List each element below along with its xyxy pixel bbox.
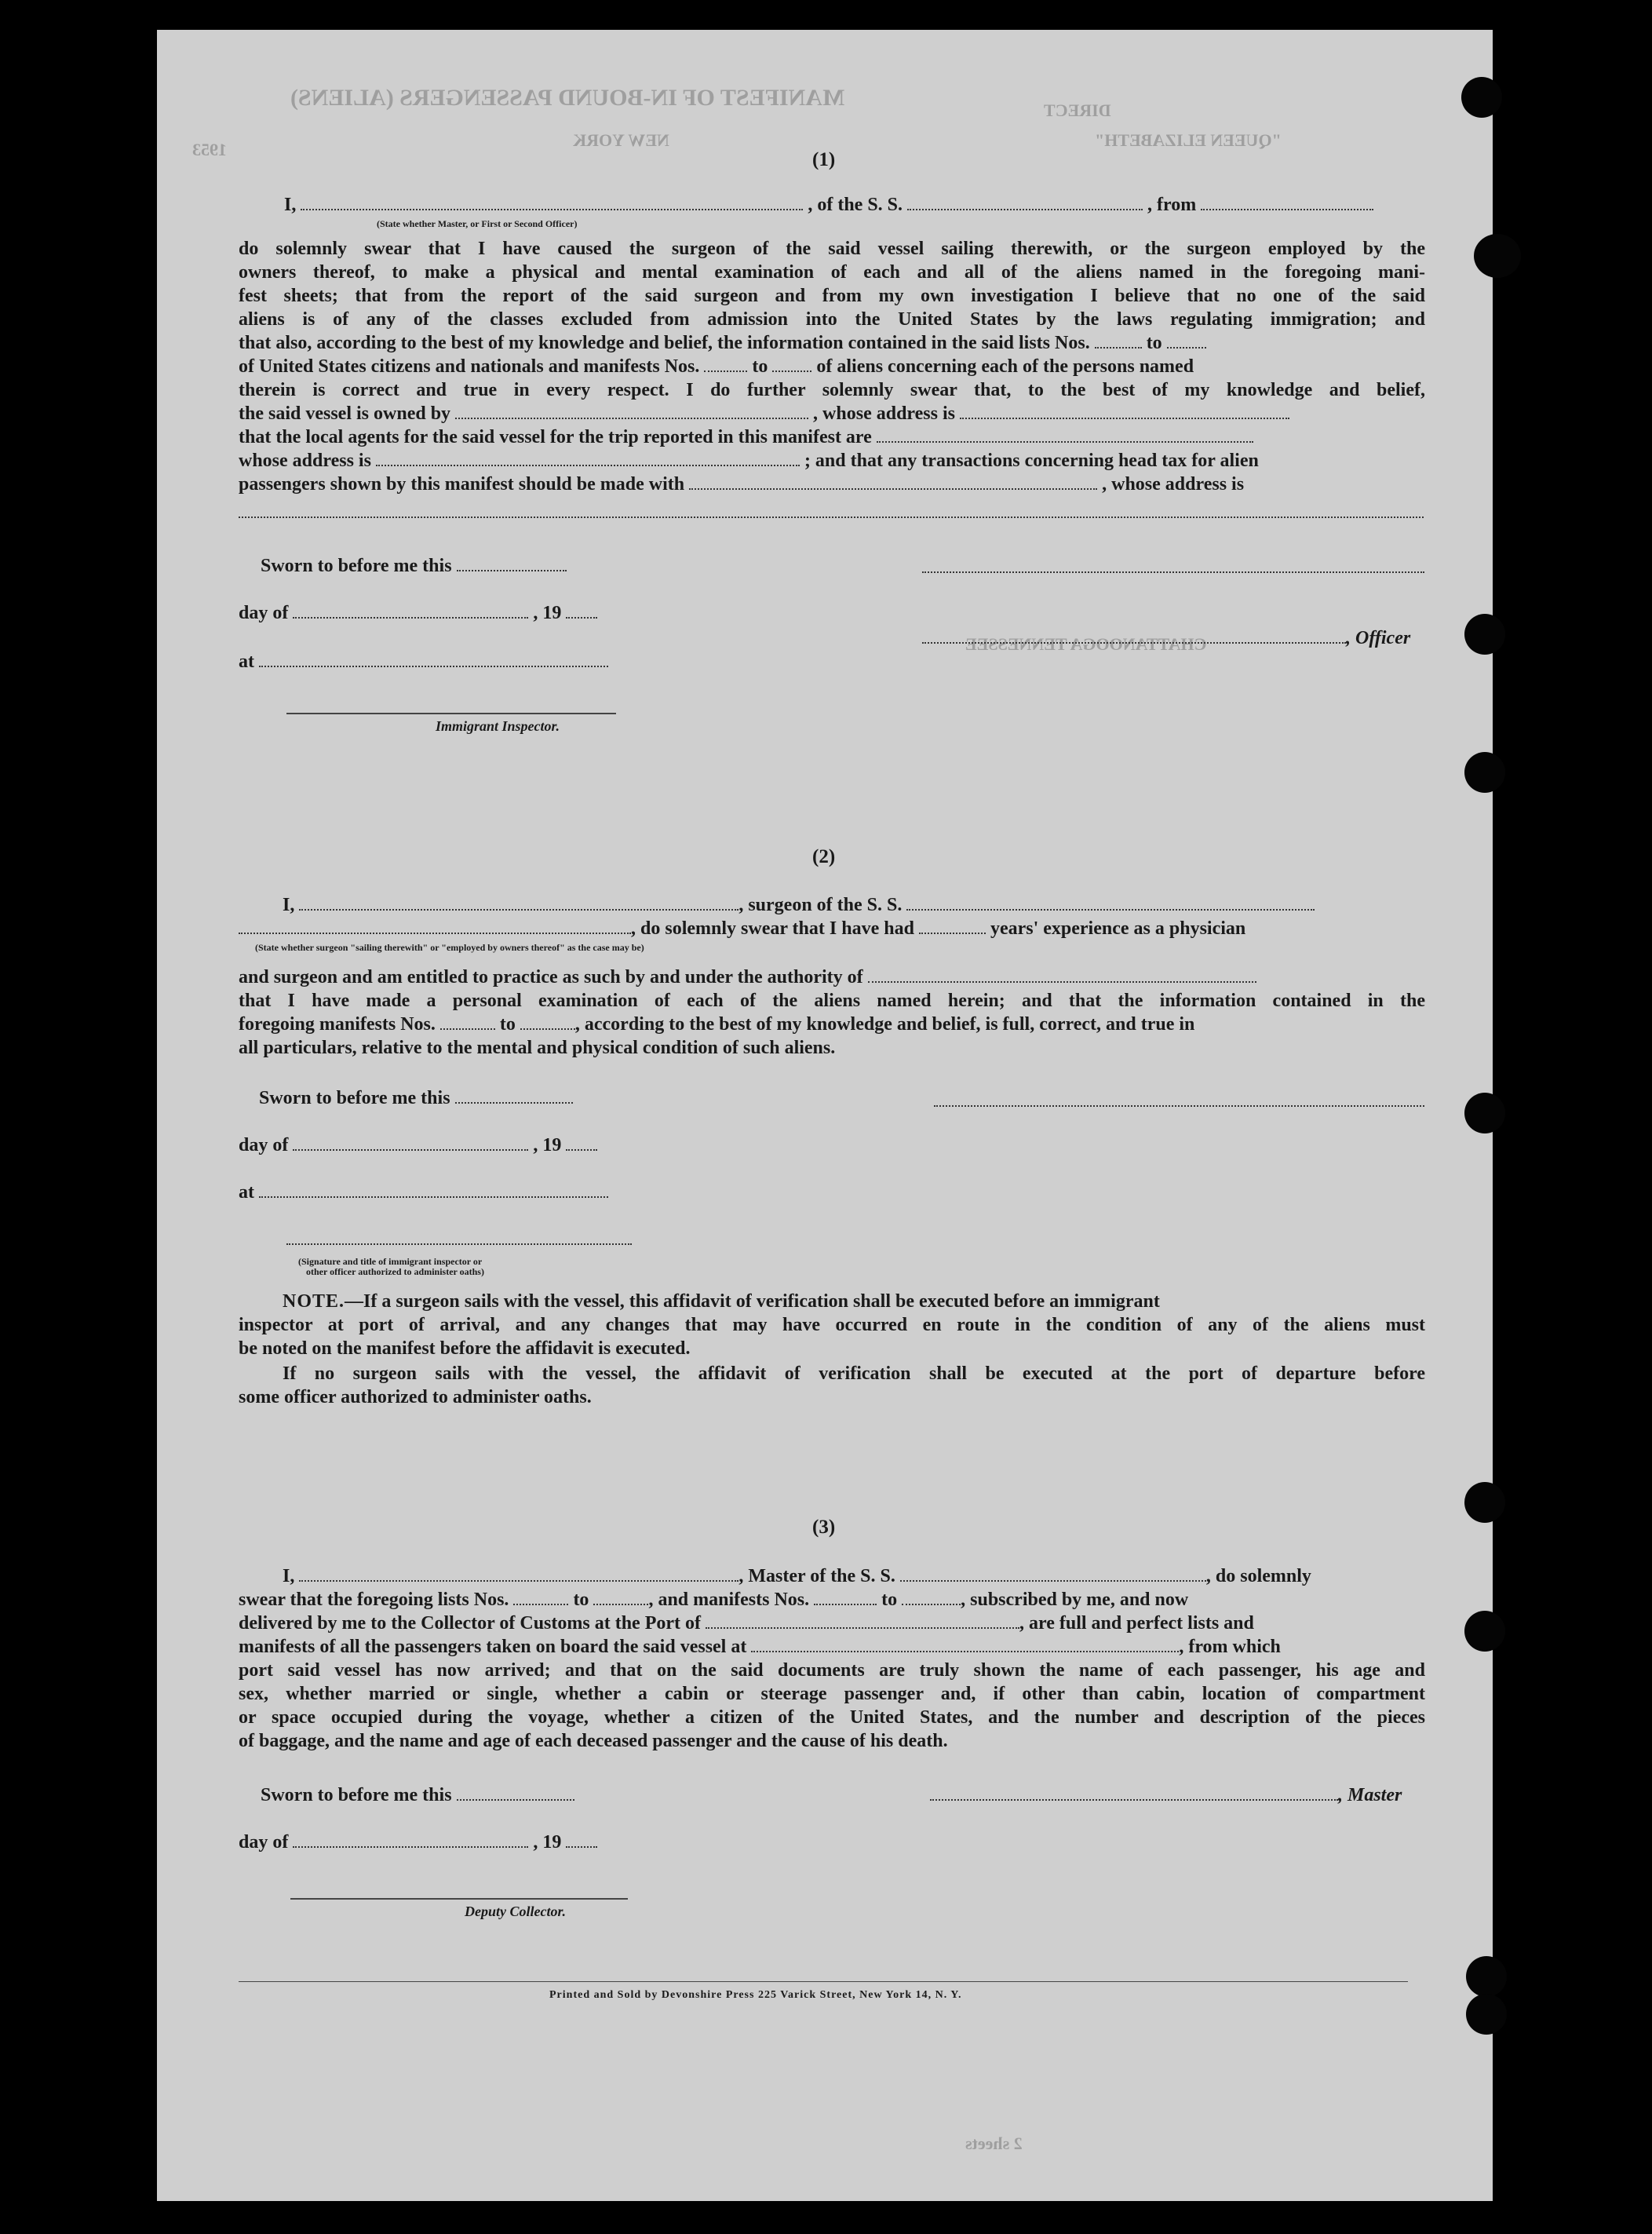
s2-surgeon-name-field[interactable] xyxy=(299,895,738,911)
s1-lists-from-field[interactable] xyxy=(1095,333,1142,349)
s3-day-field[interactable] xyxy=(293,1832,528,1848)
s3-l4a: manifests of all the passengers taken on board the said vessel at xyxy=(239,1637,747,1657)
s2-capacity-field[interactable] xyxy=(239,918,631,934)
s1-line-3: fest sheets; that from the report of the said surgeon and from my own investigation I believe that no one of the said xyxy=(239,286,1425,306)
s3-l2b: to xyxy=(573,1590,589,1610)
s3-line-4 xyxy=(239,1635,1281,1659)
s2-vessel-field[interactable] xyxy=(906,895,1315,911)
s1-day-field[interactable] xyxy=(293,603,528,619)
s3-day-of-text: day of xyxy=(239,1832,289,1853)
punch-hole-3 xyxy=(1464,614,1505,655)
s2-sworn-text: Sworn to before me this xyxy=(259,1088,450,1108)
s1-line-9-text: that the local agents for the said vessel for the trip reported in this manifest are xyxy=(239,427,872,447)
s2-line-2 xyxy=(239,917,1245,940)
s2-at-text: at xyxy=(239,1182,254,1203)
s2-day-field[interactable] xyxy=(293,1135,528,1151)
s3-sworn-field[interactable] xyxy=(457,1785,574,1801)
s1-first-line xyxy=(284,193,1336,217)
s1-officer-sig-line-1[interactable] xyxy=(922,571,1424,573)
s3-master-of: , Master of the S. S. xyxy=(738,1566,895,1586)
s3-i-label: I, xyxy=(283,1566,295,1586)
s3-master-name-field[interactable] xyxy=(299,1566,738,1582)
s3-manifests-to-field[interactable] xyxy=(902,1590,961,1605)
s3-l2a: swear that the foregoing lists Nos. xyxy=(239,1590,509,1610)
ghost-page: 2 sheets xyxy=(965,2134,1023,2153)
s3-deputy-line[interactable] xyxy=(290,1898,628,1900)
ghost-date: 1953 xyxy=(192,140,227,159)
s2-i-label: I, xyxy=(283,895,295,915)
s1-line-5 xyxy=(239,331,1206,355)
s2-sworn xyxy=(259,1086,573,1110)
s2-day-of xyxy=(239,1133,597,1157)
ghost-vessel: "QUEEN ELIZABETH" xyxy=(1095,130,1282,150)
s2-at xyxy=(239,1181,608,1204)
s1-at xyxy=(239,650,608,673)
s2-note-line-3: be noted on the manifest before the affidavit is executed. xyxy=(239,1338,691,1359)
s1-owner-address-field[interactable] xyxy=(960,403,1289,419)
s3-l2d: to xyxy=(881,1590,898,1610)
section-1-heading: (1) xyxy=(812,149,836,170)
s2-line-1 xyxy=(283,893,1315,917)
s3-sworn xyxy=(261,1783,574,1807)
s3-l3b: , are full and perfect lists and xyxy=(1019,1613,1254,1634)
s1-officer-field[interactable] xyxy=(922,628,1346,644)
s1-day-of-text: day of xyxy=(239,603,289,623)
s3-master-sig-field[interactable] xyxy=(930,1785,1338,1801)
s3-boarded-at-field[interactable] xyxy=(751,1637,1179,1652)
s2-inspector-sig-line[interactable] xyxy=(286,1243,632,1245)
punch-hole-8 xyxy=(1466,1956,1507,1997)
ghost-ports: NEW YORK xyxy=(573,130,669,150)
s2-line-5a: foregoing manifests Nos. xyxy=(239,1014,436,1035)
s2-at-field[interactable] xyxy=(259,1182,608,1198)
s1-line-6 xyxy=(239,355,1194,378)
s1-line-7: therein is correct and true in every respect. I do further solemnly swear that, to the best of my knowledge and belief, xyxy=(239,380,1425,400)
s1-whose-address: , whose address is xyxy=(813,403,955,424)
punch-hole-2 xyxy=(1474,234,1521,278)
punch-hole-4 xyxy=(1464,752,1505,793)
s1-from-field[interactable] xyxy=(1201,195,1373,210)
s1-officer-label: , Officer xyxy=(1346,628,1411,648)
s2-line-5b: to xyxy=(499,1014,516,1035)
s1-vessel-field[interactable] xyxy=(907,195,1143,210)
s1-day-of xyxy=(239,601,597,625)
s2-note2-line-2: some officer authorized to administer oaths. xyxy=(239,1387,592,1407)
s2-note-line-2: inspector at port of arrival, and any changes that may have occurred en route in the condition of any of the aliens must xyxy=(239,1315,1425,1335)
s2-years-field[interactable] xyxy=(919,918,986,934)
s3-line-1 xyxy=(283,1564,1311,1588)
s1-sworn-field[interactable] xyxy=(457,556,567,571)
s1-line-9 xyxy=(239,425,1253,449)
s2-surgeon-sig-line[interactable] xyxy=(934,1105,1424,1107)
s1-line-6-text: of United States citizens and nationals and manifests Nos. xyxy=(239,356,700,377)
s3-master-sig xyxy=(930,1783,1402,1807)
s1-at-text: at xyxy=(239,652,254,672)
s2-note-label: NOTE. xyxy=(283,1291,345,1312)
s3-line-5: port said vessel has now arrived; and that on the said documents are truly shown the name of each passenger, his age and xyxy=(239,1660,1425,1681)
punch-hole-6 xyxy=(1464,1482,1505,1523)
s2-line-5c: , according to the best of my knowledge and belief, is full, correct, and true in xyxy=(574,1014,1195,1035)
s1-of-ss: , of the S. S. xyxy=(808,195,903,215)
s2-line-6: all particulars, relative to the mental and physical condition of such aliens. xyxy=(239,1038,836,1058)
punch-hole-9 xyxy=(1466,1994,1507,2035)
s1-whose-address-2: , whose address is xyxy=(1102,474,1245,495)
s1-i-label: I, xyxy=(284,195,297,215)
s1-line-11-text: passengers shown by this manifest should be made with xyxy=(239,474,685,495)
s3-l3a: delivered by me to the Collector of Customs at the Port of xyxy=(239,1613,701,1634)
s3-manifests-from-field[interactable] xyxy=(814,1590,877,1605)
s1-head-tax: ; and that any transactions concerning head tax for alien xyxy=(804,451,1259,471)
s2-note-line-1-text: —If a surgeon sails with the vessel, this affidavit of verification shall be executed before an immigrant xyxy=(345,1291,1160,1312)
ghost-header: MANIFEST OF IN-BOUND PASSENGERS (ALIENS) xyxy=(290,85,845,111)
s3-line-7: or space occupied during the voyage, whether a citizen of the United States, and the number and description of the pieces xyxy=(239,1707,1425,1728)
printer-imprint: Printed and Sold by Devonshire Press 225 Varick Street, New York 14, N. Y. xyxy=(549,1989,962,2001)
s1-line-5-text: that also, according to the best of my knowledge and belief, the information contained in the said lists Nos. xyxy=(239,333,1090,353)
s1-nineteen: , 19 xyxy=(533,603,562,623)
punch-hole-1 xyxy=(1461,77,1502,118)
s3-l4b: , from which xyxy=(1179,1637,1281,1657)
s3-l2c: , and manifests Nos. xyxy=(648,1590,810,1610)
s1-line-10 xyxy=(239,449,1259,473)
s2-line-5 xyxy=(239,1013,1194,1036)
s2-sig-note-2: other officer authorized to administer oaths) xyxy=(306,1266,484,1277)
s1-manifests-to-field[interactable] xyxy=(772,356,811,372)
s2-sig-note-1: (Signature and title of immigrant inspector or xyxy=(298,1256,483,1267)
s1-inspector-label: Immigrant Inspector. xyxy=(436,718,560,734)
s1-concerning: of aliens concerning each of the persons named xyxy=(816,356,1194,377)
s3-day-of xyxy=(239,1831,597,1854)
s3-l2e: , subscribed by me, and now xyxy=(961,1590,1189,1610)
s1-line-8 xyxy=(239,402,1289,425)
s3-nineteen: , 19 xyxy=(533,1832,562,1853)
s2-surgeon-of: , surgeon of the S. S. xyxy=(738,895,903,915)
s1-line-10-text: whose address is xyxy=(239,451,371,471)
s1-manifests-from-field[interactable] xyxy=(704,356,747,372)
s2-authority-field[interactable] xyxy=(868,967,1256,983)
s1-rank-field[interactable] xyxy=(301,195,803,210)
s1-agents-address-field[interactable] xyxy=(376,451,800,466)
s1-officer-line xyxy=(922,626,1410,650)
s2-line-4: that I have made a personal examination of each of the aliens named herein; and that the information contained in the xyxy=(239,991,1425,1011)
s2-manifests-from-field[interactable] xyxy=(440,1014,495,1030)
s2-sworn-field[interactable] xyxy=(455,1088,573,1104)
punch-hole-5 xyxy=(1464,1093,1505,1133)
s1-year-field[interactable] xyxy=(566,603,597,619)
s2-note2-line-1: If no surgeon sails with the vessel, the affidavit of verification shall be executed at the port of departure before xyxy=(283,1363,1425,1384)
s3-port-field[interactable] xyxy=(706,1613,1019,1629)
punch-hole-7 xyxy=(1464,1611,1505,1652)
s1-state-note: (State whether Master, or First or Second Officer) xyxy=(377,218,578,229)
s1-to-2: to xyxy=(752,356,768,377)
s2-nineteen: , 19 xyxy=(533,1135,562,1155)
s1-line-11 xyxy=(239,473,1244,496)
s1-sworn xyxy=(261,554,567,578)
ghost-stamp: DIRECT xyxy=(1044,100,1111,120)
s1-inspector-line[interactable] xyxy=(286,713,616,714)
s3-year-field[interactable] xyxy=(566,1832,597,1848)
s2-year-field[interactable] xyxy=(566,1135,597,1151)
s1-at-field[interactable] xyxy=(259,652,608,667)
s2-manifests-to-field[interactable] xyxy=(520,1014,575,1030)
s1-line-1: do solemnly swear that I have caused the surgeon of the said vessel sailing therewith, or the surgeon employed by the xyxy=(239,239,1425,259)
s1-line-8-text: the said vessel is owned by xyxy=(239,403,451,424)
s3-master-label: , Master xyxy=(1338,1785,1402,1805)
s2-day-of-text: day of xyxy=(239,1135,289,1155)
s2-line-3-text: and surgeon and am entitled to practice as such by and under the authority of xyxy=(239,967,863,987)
s3-lists-from-field[interactable] xyxy=(513,1590,568,1605)
s2-years: years' experience as a physician xyxy=(990,918,1246,939)
s2-do-swear: , do solemnly swear that I have had xyxy=(631,918,914,939)
s3-sworn-text: Sworn to before me this xyxy=(261,1785,452,1805)
s1-continuation-line[interactable] xyxy=(239,517,1424,518)
footer-rule xyxy=(239,1981,1408,1982)
s2-line-3 xyxy=(239,966,1256,989)
s3-line-2 xyxy=(239,1588,1188,1612)
s3-lists-to-field[interactable] xyxy=(593,1590,648,1605)
ghost-names: CHATTANOOGA TENNESSEE xyxy=(965,634,1207,654)
s1-sworn-text: Sworn to before me this xyxy=(261,556,452,576)
s3-line-8: of baggage, and the name and age of each deceased passenger and the cause of his death. xyxy=(239,1731,948,1751)
section-2-heading: (2) xyxy=(812,846,836,867)
s2-state-note: (State whether surgeon "sailing therewith" or "employed by owners thereof" as the case may be) xyxy=(255,942,644,953)
manifest-sheet xyxy=(157,30,1493,2201)
s3-vessel-field[interactable] xyxy=(900,1566,1206,1582)
s1-agents-field[interactable] xyxy=(877,427,1253,443)
s1-from: , from xyxy=(1147,195,1197,215)
section-3-heading: (3) xyxy=(812,1517,836,1538)
s1-line-2: owners thereof, to make a physical and mental examination of each and all of the aliens named in the foregoing mani- xyxy=(239,262,1425,283)
s1-line-4: aliens is of any of the classes excluded from admission into the United States by the laws regulating immigration; and xyxy=(239,309,1425,330)
s1-head-tax-field[interactable] xyxy=(689,474,1097,490)
s3-line-3 xyxy=(239,1612,1254,1635)
s2-note-line-1 xyxy=(283,1290,1425,1313)
s1-lists-to-field[interactable] xyxy=(1167,333,1206,349)
s3-do-solemnly: , do solemnly xyxy=(1205,1566,1311,1586)
s3-deputy-label: Deputy Collector. xyxy=(465,1904,566,1919)
s1-to-1: to xyxy=(1146,333,1162,353)
s3-line-6: sex, whether married or single, whether a cabin or steerage passenger and, if other than cabin, location of compartment xyxy=(239,1684,1425,1704)
s1-owner-field[interactable] xyxy=(455,403,808,419)
